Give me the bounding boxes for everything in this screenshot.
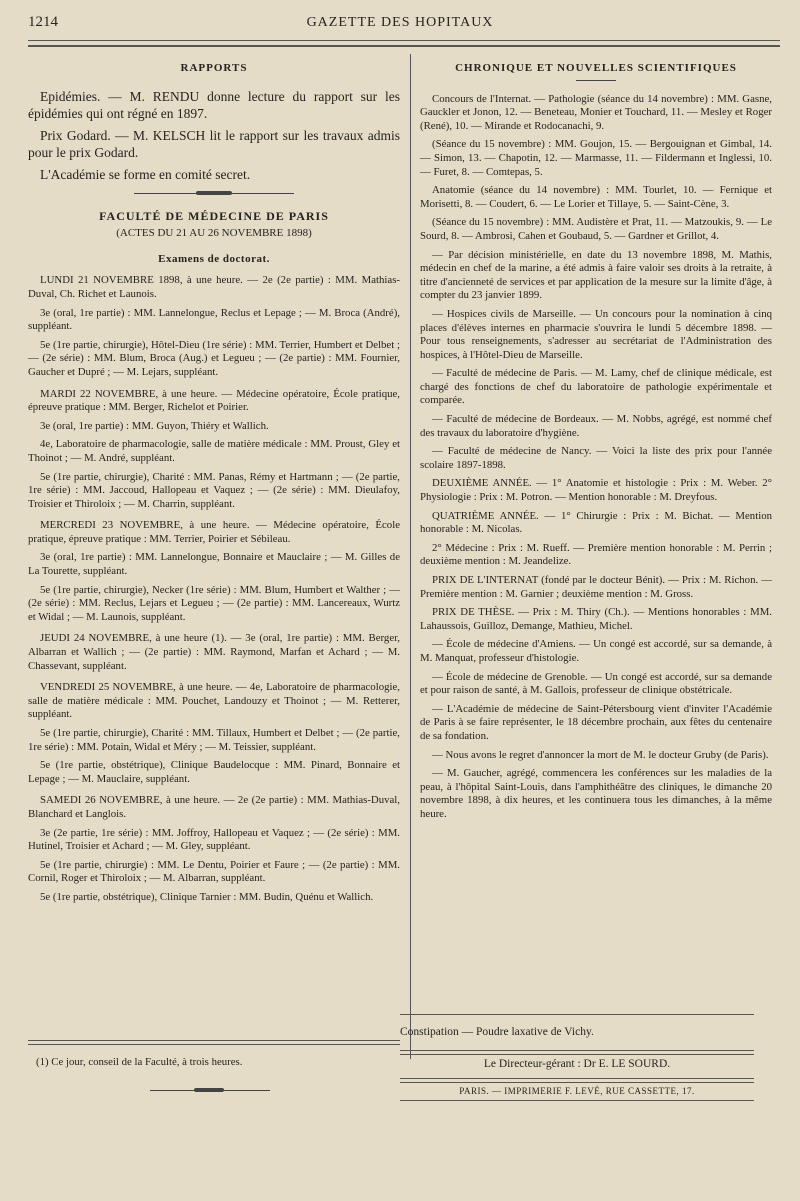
paragraph: 5e (1re partie, obstétrique), Clinique Baudelocque : MM. Pinard, Bonnaire et Lepage ; — M. Mauclaire, suppléant. [28, 759, 400, 785]
paragraph: — Par décision ministérielle, en date du 13 novembre 1898, M. Mathis, médecin en chef de la marine, a été admis à faire valoir ses droits à la retraite, à titre d'ancienneté de services et par application de la mesure sur la limite d'âge, à compter du 23 janvier 1899. [420, 248, 772, 302]
paragraph: 5e (1re partie, chirurgie), Charité : MM. Tillaux, Humbert et Delbet ; — (2e partie, 1re série) : MM. Potain, Widal et Méry ; — M. Teissier, suppléant. [28, 727, 400, 753]
directeur-gerant: Le Directeur-gérant : Dr E. LE SOURD. [483, 1058, 671, 1070]
paragraph: — École de médecine d'Amiens. — Un congé est accordé, sur sa demande, à M. Manquat, professeur d'histologie. [420, 638, 772, 664]
paragraph: 3e (oral, 1re partie) : MM. Lannelongue, Reclus et Lepage ; — M. Broca (André), suppléant. [28, 306, 400, 333]
constipation-ad: Constipation — Poudre laxative de Vichy. [400, 1026, 594, 1038]
paragraph-godard: Prix Godard. — M. KELSCH lit le rapport sur les travaux admis pour le prix Godard. [28, 127, 400, 160]
paragraph: — Nous avons le regret d'annoncer la mort de M. le docteur Gruby (de Paris). [432, 748, 769, 761]
imprimerie-line: PARIS. — IMPRIMERIE F. LEVÉ, RUE CASSETTE, 17. [459, 1086, 695, 1096]
left-column [28, 62, 400, 913]
right-rule [400, 1054, 754, 1055]
paragraph: 5e (1re partie, chirurgie) : MM. Le Dentu, Poirier et Faure ; — (2e partie) : MM. Cornil, Roger et Thiroloix ; — M. Albarran, suppléant. [28, 858, 400, 885]
paragraph: SAMEDI 26 NOVEMBRE, à une heure. — 2e (2e partie) : MM. Mathias-Duval, Blanchard et Langlois. [28, 794, 400, 820]
paragraph: Anatomie (séance du 14 novembre) : MM. Tourlet, 10. — Fernique et Morisetti, 8. — Coudert, 6. — Le Lorier et Tillaye, 5. — Saint-Cène, 3. [420, 184, 772, 210]
paragraph: DEUXIÈME ANNÉE. — 1° Anatomie et histologie : Prix : M. Weber. 2° Physiologie : Prix : M. Potron. — Mention honorable : M. Dreyfous. [420, 477, 772, 504]
journal-title: GAZETTE DES HOPITAUX [306, 15, 494, 30]
ornament-divider [134, 193, 294, 196]
paragraph: Concours de l'Internat. — Pathologie (séance du 14 novembre) : MM. Gasne, Gauckler et Jonon, 12. — Beneteau, Monier et Touchard, 11. — Mesley et Roger (René), 10. — Mirande et Rodocanachi, 9. [420, 92, 772, 132]
page-number: 1214 [28, 14, 58, 30]
paragraph: 3e (oral, 1re partie) : MM. Lannelongue, Bonnaire et Mauclaire ; — M. Gilles de La Tourette, suppléant. [28, 551, 400, 578]
paragraph-comite: L'Académie se forme en comité secret. [40, 166, 251, 182]
paragraph: (Séance du 15 novembre) : MM. Goujon, 15. — Bergouignan et Gimbal, 14. — Simon, 13. — Chapotin, 12. — Marmasse, 11. — Fildermann et Inglessi, 10. — Furet, 8. — Comtepas, 5. [420, 138, 772, 178]
right-rule [400, 1078, 754, 1079]
paragraph: (Séance du 15 novembre) : MM. Audistère et Prat, 11. — Matzoukis, 9. — Le Sourd, 8. — Ambrosi, Cahen et Goubaud, 5. — Gardner et Grillot, 4. [420, 216, 772, 242]
column-divider [410, 54, 411, 1059]
paragraph: QUATRIÈME ANNÉE. — 1° Chirurgie : Prix : M. Bichat. — Mention honorable : M. Nicolas. [420, 509, 772, 536]
left-bottom-rule [28, 1044, 400, 1045]
left-bottom-rule [28, 1040, 400, 1041]
header-rule-thick [28, 45, 780, 47]
paragraph: — M. Gaucher, agrégé, commencera les conférences sur les maladies de la peau, à l'hôpital Saint-Louis, dans l'amphithéâtre des cliniques, le dimanche 20 novembre 1898, à dix heures, et les continuera tous les dimanches, à la même heure. [420, 767, 772, 820]
day-group-jeudi [28, 632, 400, 673]
paragraph: — Hospices civils de Marseille. — Un concours pour la nomination à cinq places d'élèves internes en pharmacie s'ouvrira le lundi 5 décembre 1898. — Pour tous renseignements, s'adresser au secrétariat de l'Administration des hospices, à l'Hôtel-Dieu de Marseille. [420, 307, 772, 361]
right-rule [400, 1050, 754, 1051]
right-column [420, 62, 772, 827]
paragraph-epidemies: Epidémies. — M. RENDU donne lecture du rapport sur les épidémies qui ont régné en 1897. [28, 88, 400, 121]
section-title-faculte: FACULTÉ DE MÉDECINE DE PARIS [99, 208, 329, 223]
right-rule [400, 1082, 754, 1083]
day-group-mardi [28, 388, 400, 512]
ornament-divider [150, 1090, 270, 1093]
paragraph: 4e, Laboratoire de pharmacologie, salle de matière médicale : MM. Proust, Gley et Thoinot ; — M. André, suppléant. [28, 438, 400, 464]
paragraph: JEUDI 24 NOVEMBRE, à une heure (1). — 3e (oral, 1re partie) : MM. Berger, Albarran et Wallich ; — (2e partie) : MM. Raymond, Marfan et Achard ; — M. Chassevant, suppléant. [28, 632, 400, 672]
faculte-subtitle: (ACTES DU 21 AU 26 NOVEMBRE 1898) [116, 227, 312, 240]
paragraph: PRIX DE L'INTERNAT (fondé par le docteur Bénit). — Prix : M. Richon. — Première mention : M. Garnier ; deuxième mention : M. Gross. [420, 574, 772, 600]
day-group-lundi [28, 274, 400, 379]
paragraph: — Faculté de médecine de Nancy. — Voici la liste des prix pour l'année scolaire 1897-1898. [420, 445, 772, 471]
examens-title: Examens de doctorat. [158, 252, 270, 265]
short-rule [576, 80, 616, 81]
footnote: (1) Ce jour, conseil de la Faculté, à trois heures. [36, 1056, 243, 1068]
paragraph: 5e (1re partie, chirurgie), Hôtel-Dieu (1re série) : MM. Terrier, Humbert et Delbet ; — (2e série) : MM. Blum, Broca (Aug.) et Legueu ; — (2e partie) : MM. Fournier, Gaucher et Dupré ; — M. Lejars, suppléant. [28, 338, 400, 378]
section-title-rapports: RAPPORTS [180, 62, 248, 74]
paragraph: — Faculté de médecine de Bordeaux. — M. Nobbs, agrégé, est nommé chef des travaux du laboratoire d'hygiène. [420, 413, 772, 439]
right-rule [400, 1100, 754, 1101]
day-group-samedi [28, 794, 400, 904]
paragraph: 5e (1re partie, chirurgie), Necker (1re série) : MM. Blum, Humbert et Walther ; — (2e série) : MM. Reclus, Lejars et Legueu ; — (2e partie) : MM. Lancereaux, Wurtz et Widal ; — M. Launois, suppléant. [28, 583, 400, 623]
paragraph: MARDI 22 NOVEMBRE, à une heure. — Médecine opératoire, École pratique, épreuve pratique : MM. Berger, Richelot et Poirier. [28, 387, 400, 414]
paragraph: 5e (1re partie, obstétrique), Clinique Tarnier : MM. Budin, Quénu et Wallich. [40, 890, 374, 903]
paragraph: LUNDI 21 NOVEMBRE 1898, à une heure. — 2e (2e partie) : MM. Mathias-Duval, Ch. Richet et Launois. [28, 274, 400, 300]
paragraph: 5e (1re partie, chirurgie), Charité : MM. Panas, Rémy et Hartmann ; — (2e partie, 1re série) : MM. Jaccoud, Hallopeau et Vaquez ; — (2e série) : MM. Dieulafoy, Troisier et Thiroloix ; — M. Charrin, suppléant. [28, 470, 400, 510]
paragraph: — Faculté de médecine de Paris. — M. Lamy, chef de clinique médicale, est chargé des fonctions de chef du laboratoire de pathologie expérimentale et comparée. [420, 367, 772, 407]
paragraph: VENDREDI 25 NOVEMBRE, à une heure. — 4e, Laboratoire de pharmacologie, salle de matière médicale : MM. Pouchet, Landouzy et Thoinot ; — M. Retterer, suppléant. [28, 681, 400, 721]
header-rule [28, 40, 780, 41]
day-group-mercredi [28, 519, 400, 624]
paragraph: — École de médecine de Grenoble. — Un congé est accordé, sur sa demande et pour raison de santé, à M. Gallois, professeur de clinique obstétricale. [420, 670, 772, 697]
paragraph: 3e (oral, 1re partie) : MM. Guyon, Thiéry et Wallich. [40, 419, 269, 432]
paragraph: 2° Médecine : Prix : M. Rueff. — Première mention honorable : M. Perrin ; deuxième mention : M. Jeandelize. [420, 541, 772, 568]
paragraph: MERCREDI 23 NOVEMBRE, à une heure. — Médecine opératoire, École pratique, épreuve pratique : MM. Terrier, Poirier et Sébileau. [28, 519, 400, 545]
paragraph: PRIX DE THÈSE. — Prix : M. Thiry (Ch.). — Mentions honorables : MM. Lahaussois, Guilloz, Demange, Mathieu, Michel. [420, 606, 772, 632]
paragraph: 3e (2e partie, 1re série) : MM. Joffroy, Hallopeau et Vaquez ; — (2e série) : MM. Hutinel, Troisier et Achard ; — M. Gley, suppléant. [28, 826, 400, 853]
day-group-vendredi [28, 681, 400, 786]
paragraph: — L'Académie de médecine de Saint-Pétersbourg vient d'inviter l'Académie de Paris à se faire représenter, le 18 décembre prochain, aux fêtes du centenaire de sa fondation. [420, 702, 772, 742]
right-rule [400, 1014, 754, 1015]
section-title-chronique: CHRONIQUE ET NOUVELLES SCIENTIFIQUES [455, 62, 737, 74]
